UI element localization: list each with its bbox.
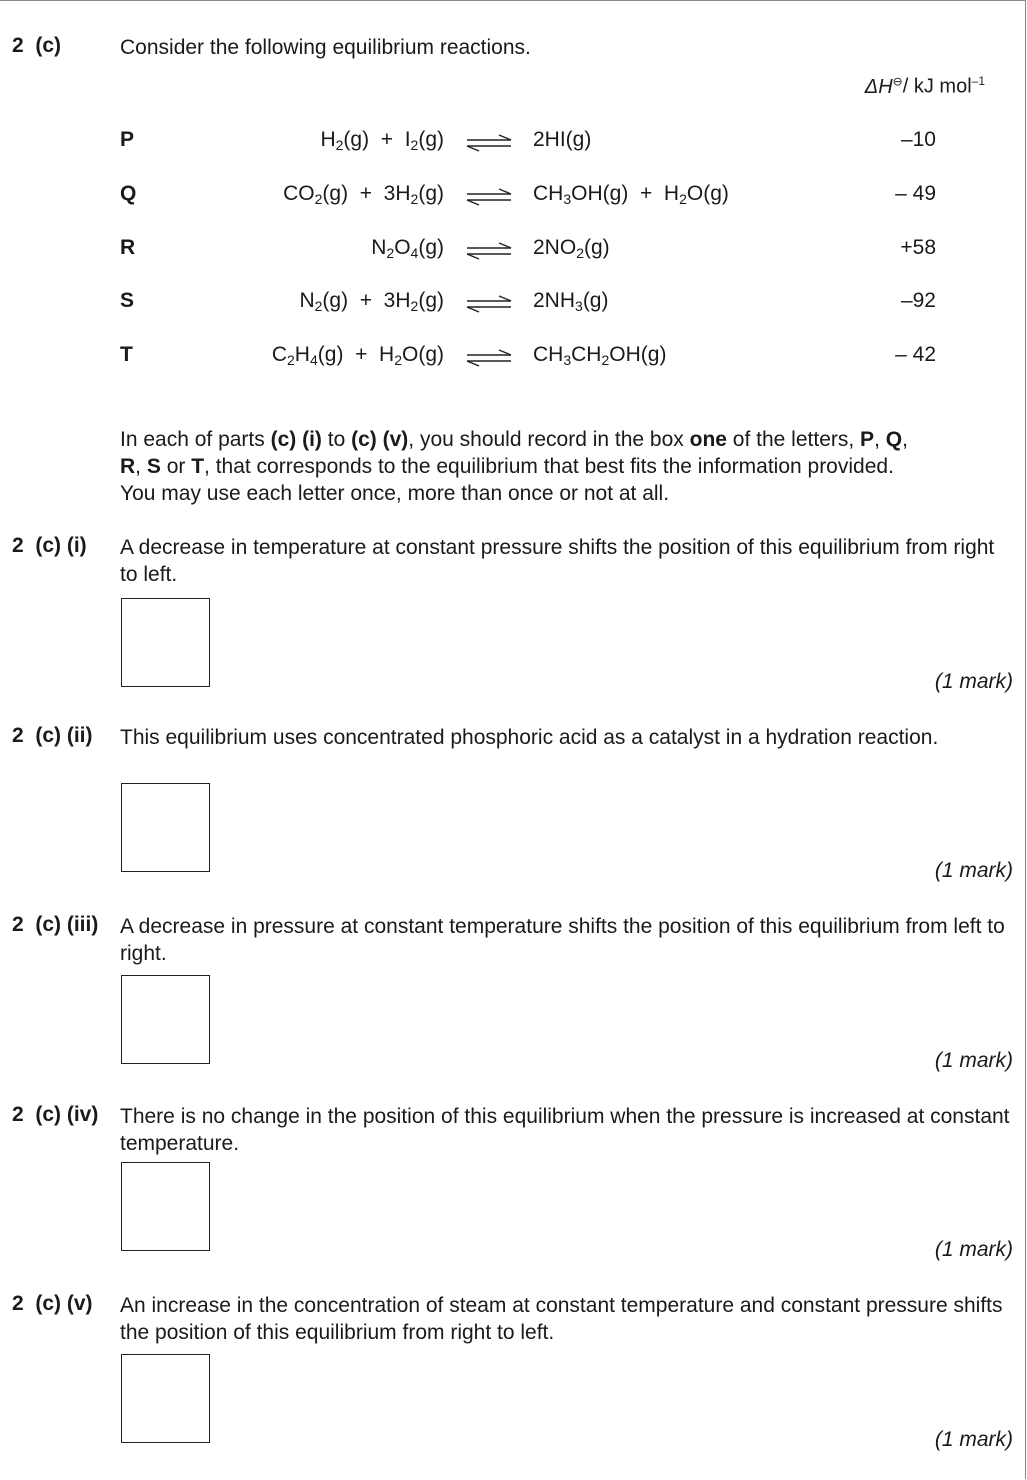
reaction-products: $CH_3OH(g) + H_2O(g)$ [533,182,729,207]
reaction-reactants: $H_2(g) + I_2(g)$ [320,128,444,153]
reaction-row-s [0,289,1027,319]
reaction-reactants: $CO_2(g) + 3H_2(g)$ [283,182,444,207]
instructions: In each of parts (c) (i) to (c) (v), you should record in the box one of the letters, P, Q, R, S or T, that corresponds to the equilibrium that best fits the information provided. You may use each letter once, more than once or not at all. [120,428,908,505]
part-number: 2 (c) (iii) [12,913,99,936]
equilibrium-arrow-icon [465,295,513,313]
reaction-enthalpy: –92 [900,289,936,312]
part-text: A decrease in temperature at constant pressure shifts the position of this equilibrium from right to left. [120,536,995,586]
reaction-reactants: $C_2H_4(g) + H_2O(g)$ [271,343,444,368]
part-number: 2 (c) (v) [12,1292,93,1315]
answer-box[interactable] [121,1354,210,1443]
equilibrium-arrow-icon [465,134,513,152]
mark-label: (1 mark) [934,1238,1013,1261]
delta-h-symbol: ΔH⊖ [864,74,903,98]
reaction-row-t [0,343,1027,373]
reaction-letter: R [120,236,136,259]
part-text: A decrease in pressure at constant temperature shifts the position of this equilibrium from left to right. [120,915,1005,965]
part-text: This equilibrium uses concentrated phosphoric acid as a catalyst in a hydration reaction. [120,726,939,749]
reaction-row-r [0,236,1027,266]
reaction-row-q [0,182,1027,212]
question-number: 2 (c) [12,34,62,57]
mark-label: (1 mark) [934,670,1013,693]
reaction-products: $2NH_3(g)$ [533,289,609,314]
enthalpy-column-header [865,74,985,99]
answer-box[interactable] [121,975,210,1064]
reaction-products: $CH_3CH_2OH(g)$ [533,343,667,368]
delta-h-unit-exponent: –1 [971,74,985,88]
reaction-letter: Q [120,182,137,205]
reaction-products: 2HI(g) [533,128,592,151]
part-number: 2 (c) (iv) [12,1103,99,1126]
part-text: There is no change in the position of this equilibrium when the pressure is increased at constant temperature. [120,1105,1010,1155]
answer-box[interactable] [121,598,210,687]
reaction-letter: S [120,289,135,312]
mark-label: (1 mark) [934,859,1013,882]
reaction-reactants: $N_2O_4(g)$ [371,236,444,261]
reaction-enthalpy: +58 [900,236,936,259]
answer-box[interactable] [121,783,210,872]
equilibrium-arrow-icon [465,242,513,260]
equilibrium-arrow-icon [465,188,513,206]
reaction-enthalpy: – 42 [895,343,936,366]
reaction-letter: T [120,343,133,366]
part-number: 2 (c) (i) [12,534,87,557]
reaction-reactants: $N_2(g) + 3H_2(g)$ [299,289,444,314]
answer-box[interactable] [121,1162,210,1251]
reaction-enthalpy: – 49 [895,182,936,205]
reaction-products: $2NO_2(g)$ [533,236,610,261]
equilibrium-arrow-icon [465,349,513,367]
part-number: 2 (c) (ii) [12,724,93,747]
reaction-enthalpy: –10 [900,128,936,151]
reaction-row-p [0,128,1027,158]
delta-h-unit: / kJ mol [902,75,972,98]
mark-label: (1 mark) [934,1428,1013,1451]
reaction-letter: P [120,128,135,151]
mark-label: (1 mark) [934,1049,1013,1072]
part-text: An increase in the concentration of steam at constant temperature and constant pressure shifts the position of this equilibrium from right to left. [120,1294,1003,1344]
question-intro: Consider the following equilibrium reactions. [120,36,531,59]
